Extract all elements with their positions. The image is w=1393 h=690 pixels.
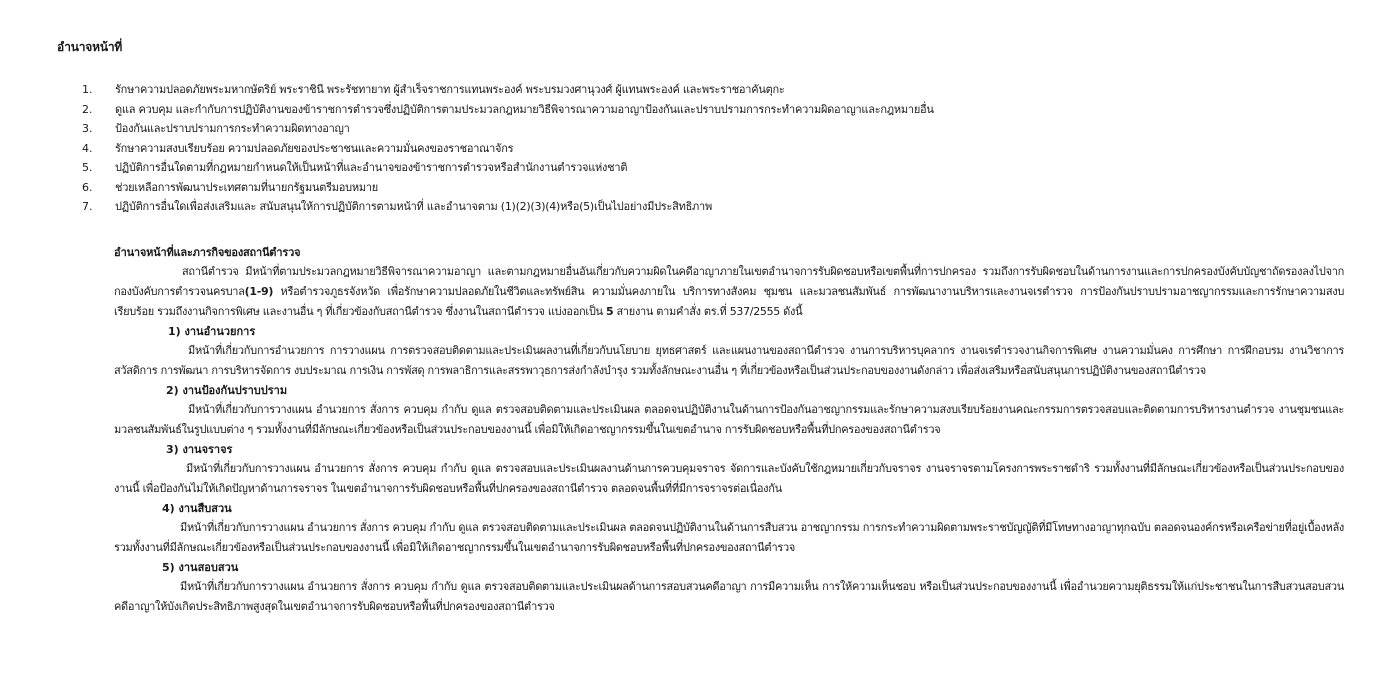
list-item xyxy=(82,119,1362,139)
list-item xyxy=(82,139,1362,159)
list-number: 1. xyxy=(82,83,93,96)
list-text: ปฏิบัติการอื่นใดตามที่กฎหมายกำหนดให้เป็นหน้าที่และอำนาจของข้าราชการตำรวจหรือสำนักงานตำรวจแห่งชาติ xyxy=(115,161,628,174)
list-text: ปฏิบัติการอื่นใดเพื่อส่งเสริมและ สนับสนุนให้การปฏิบัติการตามหน้าที่ และอำนาจตาม (1)(2)(3)(4)หรือ(5)เป็นไปอย่างมีประสิทธิภาพ xyxy=(115,200,712,213)
subsection-body-admin: มีหน้าที่เกี่ยวกับการอำนวยการ การวางแผน การตรวจสอบติดตามและประเมินผลงานที่เกี่ยวกับนโยบาย ยุทธศาสตร์ และแผนงานของสถานีตำรวจ งานการบริหารบุคลากร งานจเรตำรวจงานกิจการพิเศษ งานความมั่นคง การศึกษา การฝึกอบรม งานวิชาการ สวัสดิการ การพัฒนา การบริหารจัดการ งบประมาณ การเงิน การพัสดุ การพลาธิการและสรรพาวุธการส่งกำลังบำรุง รวมทั้งลักษณะงานอื่น ๆ ที่เกี่ยวข้องหรือเป็นส่วนประกอบของงานดังกล่าว เพื่อส่งเสริมหรือสนับสนุนการปฏิบัติงานของสถานีตำรวจ xyxy=(114,344,1344,377)
station-section xyxy=(114,244,1344,617)
subsection-body-traffic: มีหน้าที่เกี่ยวกับการวางแผน อำนวยการ สั่งการ ควบคุม กำกับ ดูแล ตรวจสอบและประเมินผลงานด้านการควบคุมจราจร จัดการและบังคับใช้กฎหมายเกี่ยวกับจราจร งานจราจรตามโครงการพระราชดำริ รวมทั้งงานที่มีลักษณะเกี่ยวข้องหรือเป็นส่วนประกอบของงานนี้ เพื่อป้องกันไม่ให้เกิดปัญหาด้านการจราจร ในเขตอำนาจการรับผิดชอบหรือพื้นที่ปกครองของสถานีตำรวจ ตลอดจนพื้นที่ที่มีการจราจรต่อเนื่องกัน xyxy=(114,462,1344,495)
list-item xyxy=(82,158,1362,178)
page-title: อำนาจหน้าที่ xyxy=(57,40,123,54)
list-number: 3. xyxy=(82,122,93,135)
list-number: 4. xyxy=(82,141,93,155)
station-intro xyxy=(114,262,1344,322)
subsection-body-investigation: มีหน้าที่เกี่ยวกับการวางแผน อำนวยการ สั่งการ ควบคุม กำกับ ดูแล ตรวจสอบติดตามและประเมินผล ตลอดจนปฏิบัติงานในด้านการสืบสวน อาชญากรรม การกระทำความผิดตามพระราชบัญญัติที่มีโทษทางอาญาทุกฉบับ ตลอดจนองค์กรหรือเครือข่ายที่อยู่เบื้องหลัง รวมทั้งงานที่มีลักษณะเกี่ยวข้องหรือเป็นส่วนประกอบของงานนี้ เพื่อมิให้เกิดอาชญากรรมขึ้นในเขตอำนาจการรับผิดชอบหรือพื้นที่ปกครองของสถานีตำรวจ xyxy=(114,521,1344,554)
intro-count: 5 xyxy=(605,305,614,318)
subsection-title-admin: 1) งานอำนวยการ xyxy=(168,325,256,338)
list-text: ป้องกันและปราบปรามการกระทำความผิดทางอาญา xyxy=(115,122,350,135)
section-heading: อำนาจหน้าที่และภารกิจของสถานีตำรวจ xyxy=(114,246,301,259)
list-item xyxy=(82,100,1362,120)
list-text: ช่วยเหลือการพัฒนาประเทศตามที่นายกรัฐมนตรีมอบหมาย xyxy=(115,180,379,194)
list-text: ดูแล ควบคุม และกำกับการปฏิบัติงานของข้าราชการตำรวจซึ่งปฏิบัติการตามประมวลกฎหมายวิธีพิจารณาความอาญาป้องกันและปราบปรามการกระทำความผิดอาญาและกฎหมายอื่น xyxy=(115,102,934,116)
subsection-title-investigation: 4) งานสืบสวน xyxy=(162,502,232,515)
intro-text-2: หรือตำรวจภูธรจังหวัด เพื่อรักษาความปลอดภัยในชีวิตและทรัพย์สิน ความมั่นคงภายใน บริการทางสังคม ชุมชน และมวลชนสัมพันธ์ การพัฒนางานบริหารและงานจเรตำรวจ การป้องกันปราบปรามอาชญากรรมและการรักษาความสงบเรียบร้อย รวมถึงงานกิจการพิเศษ และงานอื่น ๆ ที่เกี่ยวข้องกับสถานีตำรวจ ซึ่งงานในสถานีตำรวจ แบ่งออกเป็น xyxy=(114,285,1344,318)
subsection-title-inquiry: 5) งานสอบสวน xyxy=(162,561,239,574)
intro-text-3: สายงาน ตามคำสั่ง ตร.ที่ 537/2555 ดังนี้ xyxy=(613,305,803,318)
list-item xyxy=(82,178,1362,198)
list-number: 6. xyxy=(82,180,93,194)
duties-list xyxy=(82,80,1362,217)
subsection-body-prevention: มีหน้าที่เกี่ยวกับการวางแผน อำนวยการ สั่งการ ควบคุม กำกับ ดูแล ตรวจสอบติดตามและประเมินผล ตลอดจนปฏิบัติงานในด้านการป้องกันอาชญากรรมและรักษาความสงบเรียบร้อยงานคณะกรรมการตรวจสอบและติดตามการบริหารงานตำรวจ งานชุมชนและมวลชนสัมพันธ์ในรูปแบบต่าง ๆ รวมทั้งงานที่มีลักษณะเกี่ยวข้องหรือเป็นส่วนประกอบของงานนี้ เพื่อมิให้เกิดอาชญากรรมขึ้นในเขตอำนาจ การรับผิดชอบหรือพื้นที่ปกครองของสถานีตำรวจ xyxy=(114,403,1344,436)
intro-bold-range: (1-9) xyxy=(244,285,274,298)
list-number: 2. xyxy=(82,102,93,116)
list-item xyxy=(82,80,1362,100)
list-number: 7. xyxy=(82,200,93,213)
subsection-title-traffic: 3) งานจราจร xyxy=(166,443,233,456)
subsection-body-inquiry: มีหน้าที่เกี่ยวกับการวางแผน อำนวยการ สั่งการ ควบคุม กำกับ ดูแล ตรวจสอบติดตามและประเมินผลด้านการสอบสวนคดีอาญา การมีความเห็น การให้ความเห็นชอบ หรือเป็นส่วนประกอบของงานนี้ เพื่ออำนวยความยุติธรรมให้แก่ประชาชนในการสืบสวนสอบสวนคดีอาญาให้บังเกิดประสิทธิภาพสูงสุดในเขตอำนาจการรับผิดชอบหรือพื้นที่ปกครองของสถานีตำรวจ xyxy=(114,580,1344,613)
list-number: 5. xyxy=(82,161,93,174)
intro-text: สถานีตำรวจ มีหน้าที่ตามประมวลกฎหมายวิธีพิจารณาความอาญา และตามกฎหมายอื่นอันเกี่ยวกับความผิดในคดีอาญาภายในเขตอำนาจการรับผิดชอบหรือเขตพื้นที่การปกครอง รวมถึงการรับผิดชอบในด้านการงานและการปกครองบังคับบัญชาถัดรองลงไปจากกองบังคับการตำรวจนครบาล xyxy=(114,265,1344,298)
list-text: รักษาความสงบเรียบร้อย ความปลอดภัยของประชาชนและความมั่นคงของราชอาณาจักร xyxy=(115,141,514,155)
list-item xyxy=(82,197,1362,217)
subsection-title-prevention: 2) งานป้องกันปราบปราม xyxy=(166,384,288,397)
list-text: รักษาความปลอดภัยพระมหากษัตริย์ พระราชินี พระรัชทายาท ผู้สำเร็จราชการแทนพระองค์ พระบรมวงศานุวงศ์ ผู้แทนพระองค์ และพระราชอาคันตุกะ xyxy=(115,83,785,96)
